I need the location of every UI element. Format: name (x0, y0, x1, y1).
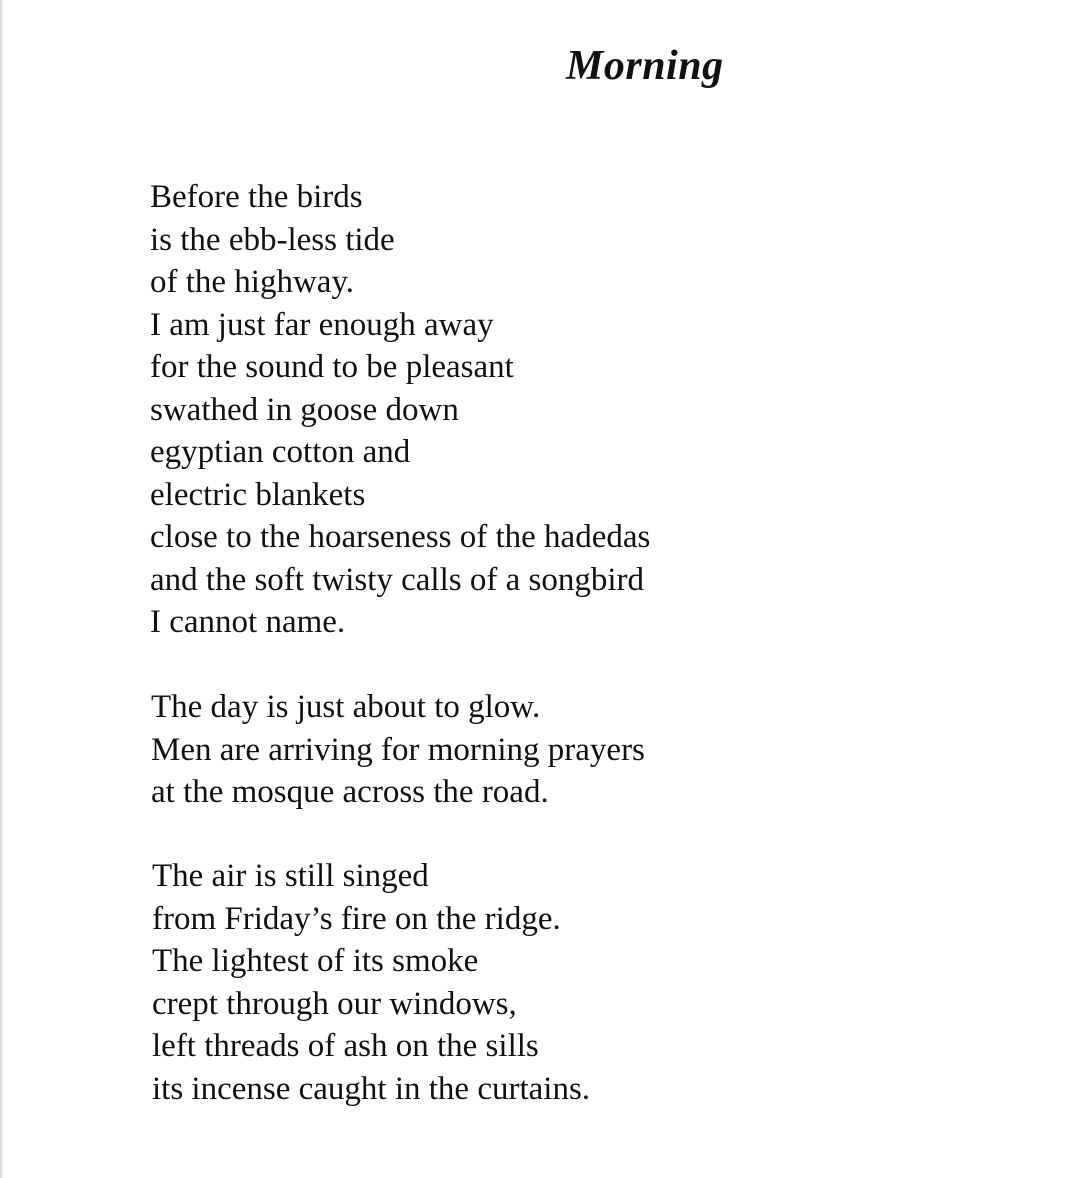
poem-line: close to the hoarseness of the hadedas (150, 519, 651, 555)
poem-line: its incense caught in the curtains. (152, 1070, 591, 1107)
poem-line: The lightest of its smoke (152, 943, 479, 979)
poem-line: at the mosque across the road. (151, 774, 549, 810)
stanza-3 (152, 855, 590, 1110)
stanza-2 (151, 686, 645, 814)
poem-line: Before the birds (150, 179, 363, 215)
page-edge-shadow (0, 0, 4, 1178)
poem-line: for the sound to be pleasant (150, 349, 514, 385)
poem-line: left threads of ash on the sills (152, 1028, 539, 1064)
poem-line: crept through our windows, (152, 985, 517, 1022)
poem-line: and the soft twisty calls of a songbird (150, 561, 645, 598)
poem-line: I am just far enough away (150, 306, 494, 343)
poem-line: Men are arriving for morning prayers (151, 731, 645, 768)
poem-line: The air is still singed (152, 858, 429, 894)
poem-line: The day is just about to glow. (151, 689, 541, 725)
poem-line: electric blankets (150, 476, 366, 513)
poem-line: from Friday’s fire on the ridge. (152, 900, 561, 937)
poem-line: I cannot name. (150, 604, 346, 640)
poem-line: is the ebb-less tide (150, 221, 395, 258)
stanza-1 (150, 176, 650, 644)
poem-line: of the highway. (150, 264, 355, 300)
poem-line: egyptian cotton and (150, 434, 411, 470)
poem-line: swathed in goose down (150, 391, 459, 428)
poem-title: Morning (566, 43, 724, 89)
